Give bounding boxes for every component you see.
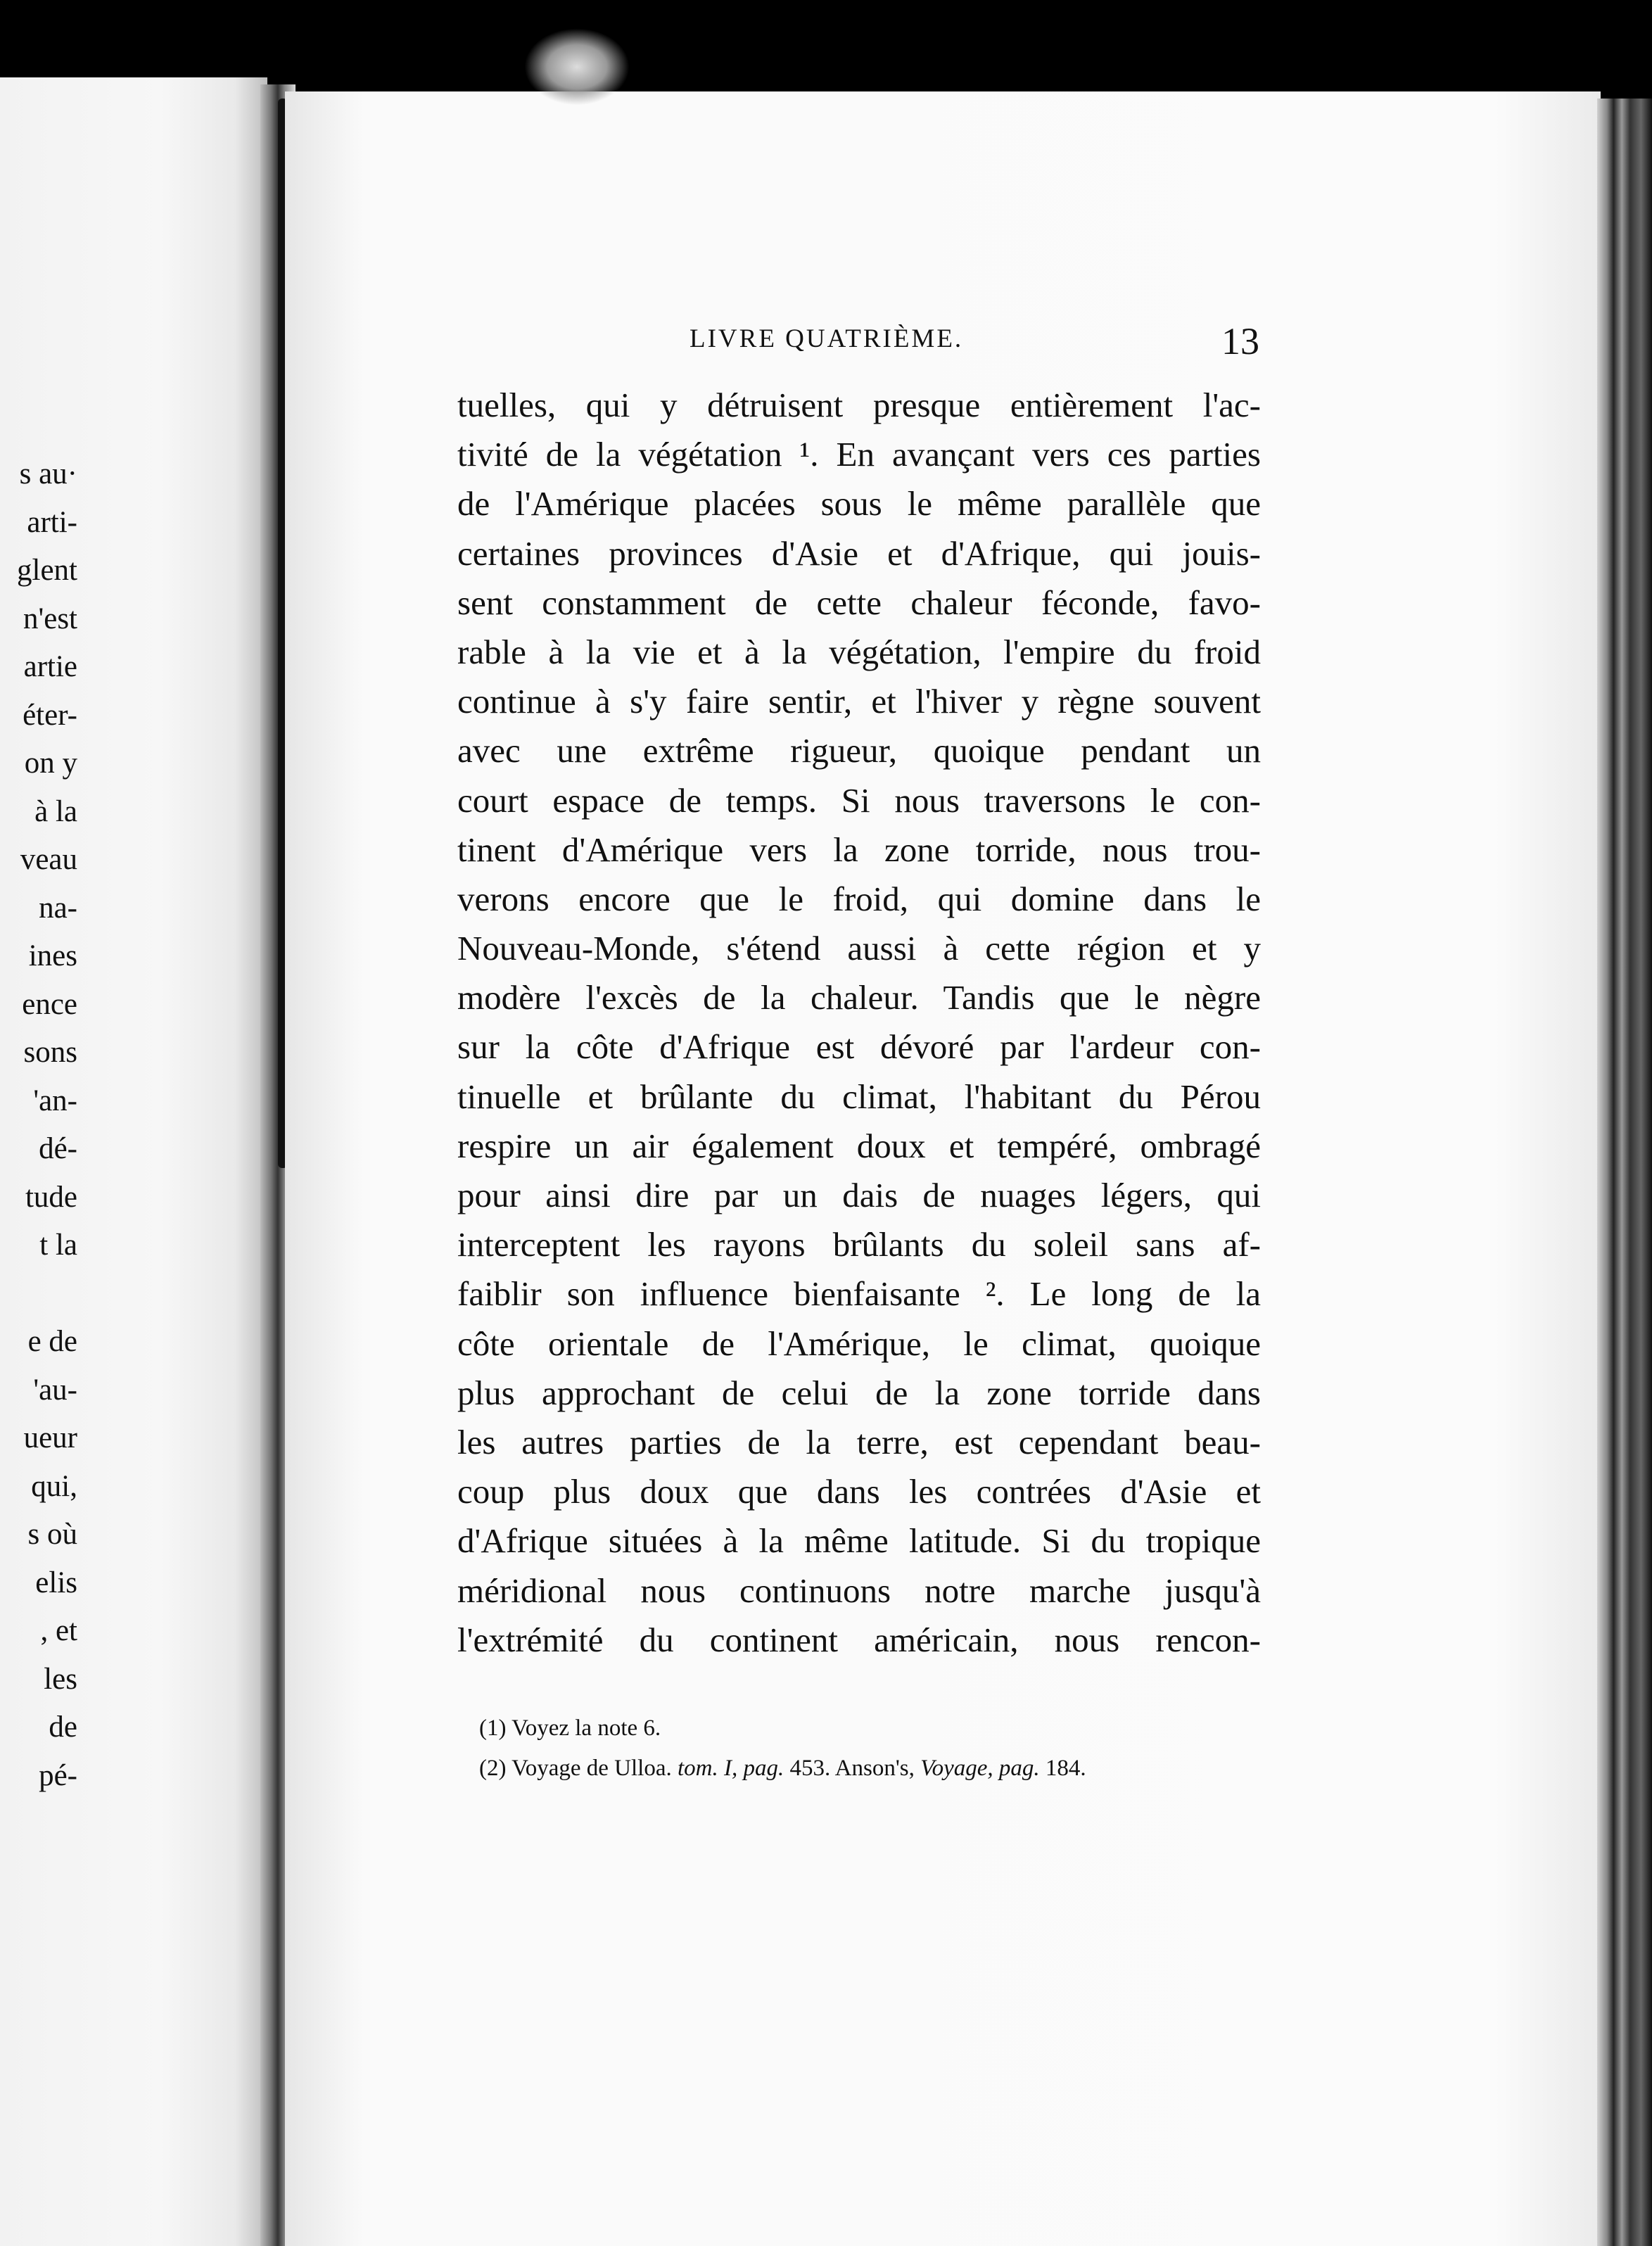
left-page-line: glent <box>17 554 77 587</box>
left-page-line: éter- <box>23 698 77 732</box>
body-line: interceptent les rayons brûlants du soleil sans af- <box>457 1225 1261 1264</box>
body-line: sur la côte d'Afrique est dévoré par l'ardeur con- <box>457 1027 1261 1067</box>
left-page-line: 'an- <box>33 1084 77 1117</box>
left-page-text-fragment <box>0 450 77 1800</box>
body-line: côte orientale de l'Amérique, le climat, quoique <box>457 1324 1261 1363</box>
left-page-line: arti- <box>27 505 77 539</box>
body-line: méridional nous continuons notre marche jusqu'à <box>457 1571 1261 1610</box>
left-page-line: elis <box>35 1566 77 1599</box>
body-line: verons encore que le froid, qui domine dans le <box>457 879 1261 918</box>
footnote-2 <box>479 1749 1260 1789</box>
footnote-2-prefix: (2) Voyage de Ulloa. <box>479 1756 678 1781</box>
body-line: avec une extrême rigueur, quoique pendant un <box>457 731 1261 770</box>
footnote-2-end: 184. <box>1039 1756 1086 1781</box>
left-page-line: pé- <box>39 1758 77 1792</box>
body-line: rable à la vie et à la végétation, l'empire du froid <box>457 632 1261 671</box>
body-line: Nouveau-Monde, s'étend aussi à cette région et y <box>457 929 1261 968</box>
left-page-line <box>0 1270 77 1319</box>
left-page-line: on y <box>24 747 77 780</box>
running-head: LIVRE QUATRIÈME. <box>690 324 964 353</box>
left-page-line: ines <box>28 939 77 972</box>
body-line: tinuelle et brûlante du climat, l'habitant du Pérou <box>457 1077 1261 1116</box>
footnote-2-mid: 453. Anson's, <box>784 1756 921 1781</box>
body-line: de l'Amérique placées sous le même parallèle que <box>457 484 1261 524</box>
body-line: pour ainsi dire par un dais de nuages légers, qui <box>457 1176 1261 1214</box>
left-page-line: na- <box>39 891 77 925</box>
left-page-line: n'est <box>23 602 77 635</box>
body-line: tivité de la végétation ¹. En avançant vers ces parties <box>457 435 1261 474</box>
left-page-line: t la <box>39 1229 77 1262</box>
body-line: plus approchant de celui de la zone torride dans <box>457 1373 1261 1412</box>
body-line: court espace de temps. Si nous traversons le con- <box>457 780 1261 820</box>
left-page-line: ence <box>22 987 77 1021</box>
left-page-line: s où <box>27 1518 77 1551</box>
body-line: coup plus doux que dans les contrées d'Asie et <box>457 1472 1261 1511</box>
body-line: respire un air également doux et tempéré, ombragé <box>457 1126 1261 1165</box>
left-page <box>0 77 267 2246</box>
left-page-line: qui, <box>31 1469 77 1503</box>
left-page-line: de <box>49 1711 77 1744</box>
page-edge <box>1597 99 1652 2246</box>
left-page-line: ueur <box>23 1421 77 1454</box>
body-line: les autres parties de la terre, est cependant beau- <box>457 1422 1261 1461</box>
left-page-line: les <box>44 1662 77 1696</box>
left-page-line: s au· <box>19 457 77 490</box>
footnote-1: (1) Voyez la note 6. <box>479 1715 661 1741</box>
paper-damage-mark <box>524 28 630 106</box>
left-page-line: dé- <box>39 1132 77 1165</box>
footnote-2-ref-2: Voyage, pag. <box>920 1756 1040 1781</box>
left-page-line: veau <box>20 843 77 876</box>
left-page-line: , et <box>40 1614 77 1647</box>
body-line: sent constamment de cette chaleur féconde, favo- <box>457 583 1261 622</box>
body-text <box>457 381 1261 1665</box>
left-page-line: tude <box>25 1180 77 1214</box>
left-page-line: à la <box>34 794 77 828</box>
left-page-line: sons <box>23 1036 77 1069</box>
body-line: faiblir son influence bienfaisante ². Le long de la <box>457 1274 1261 1314</box>
footnotes <box>479 1708 1260 1789</box>
body-line: tuelles, qui y détruisent presque entièrement l'ac- <box>457 386 1261 424</box>
body-line: d'Afrique situées à la même latitude. Si du tropique <box>457 1521 1261 1561</box>
left-page-line: artie <box>23 650 77 683</box>
left-page-line: 'au- <box>33 1373 77 1407</box>
body-line: l'extrémité du continent américain, nous rencon- <box>457 1620 1261 1659</box>
body-line: certaines provinces d'Asie et d'Afrique, qui jouis- <box>457 533 1261 573</box>
body-line: continue à s'y faire sentir, et l'hiver y règne souvent <box>457 682 1261 721</box>
body-line: modère l'excès de la chaleur. Tandis que le nègre <box>457 978 1261 1017</box>
page-number: 13 <box>1221 320 1259 362</box>
footnote-2-ref-1: tom. I, pag. <box>677 1756 784 1781</box>
left-page-line: e de <box>27 1325 77 1358</box>
body-line: tinent d'Amérique vers la zone torride, nous trou- <box>457 830 1261 869</box>
